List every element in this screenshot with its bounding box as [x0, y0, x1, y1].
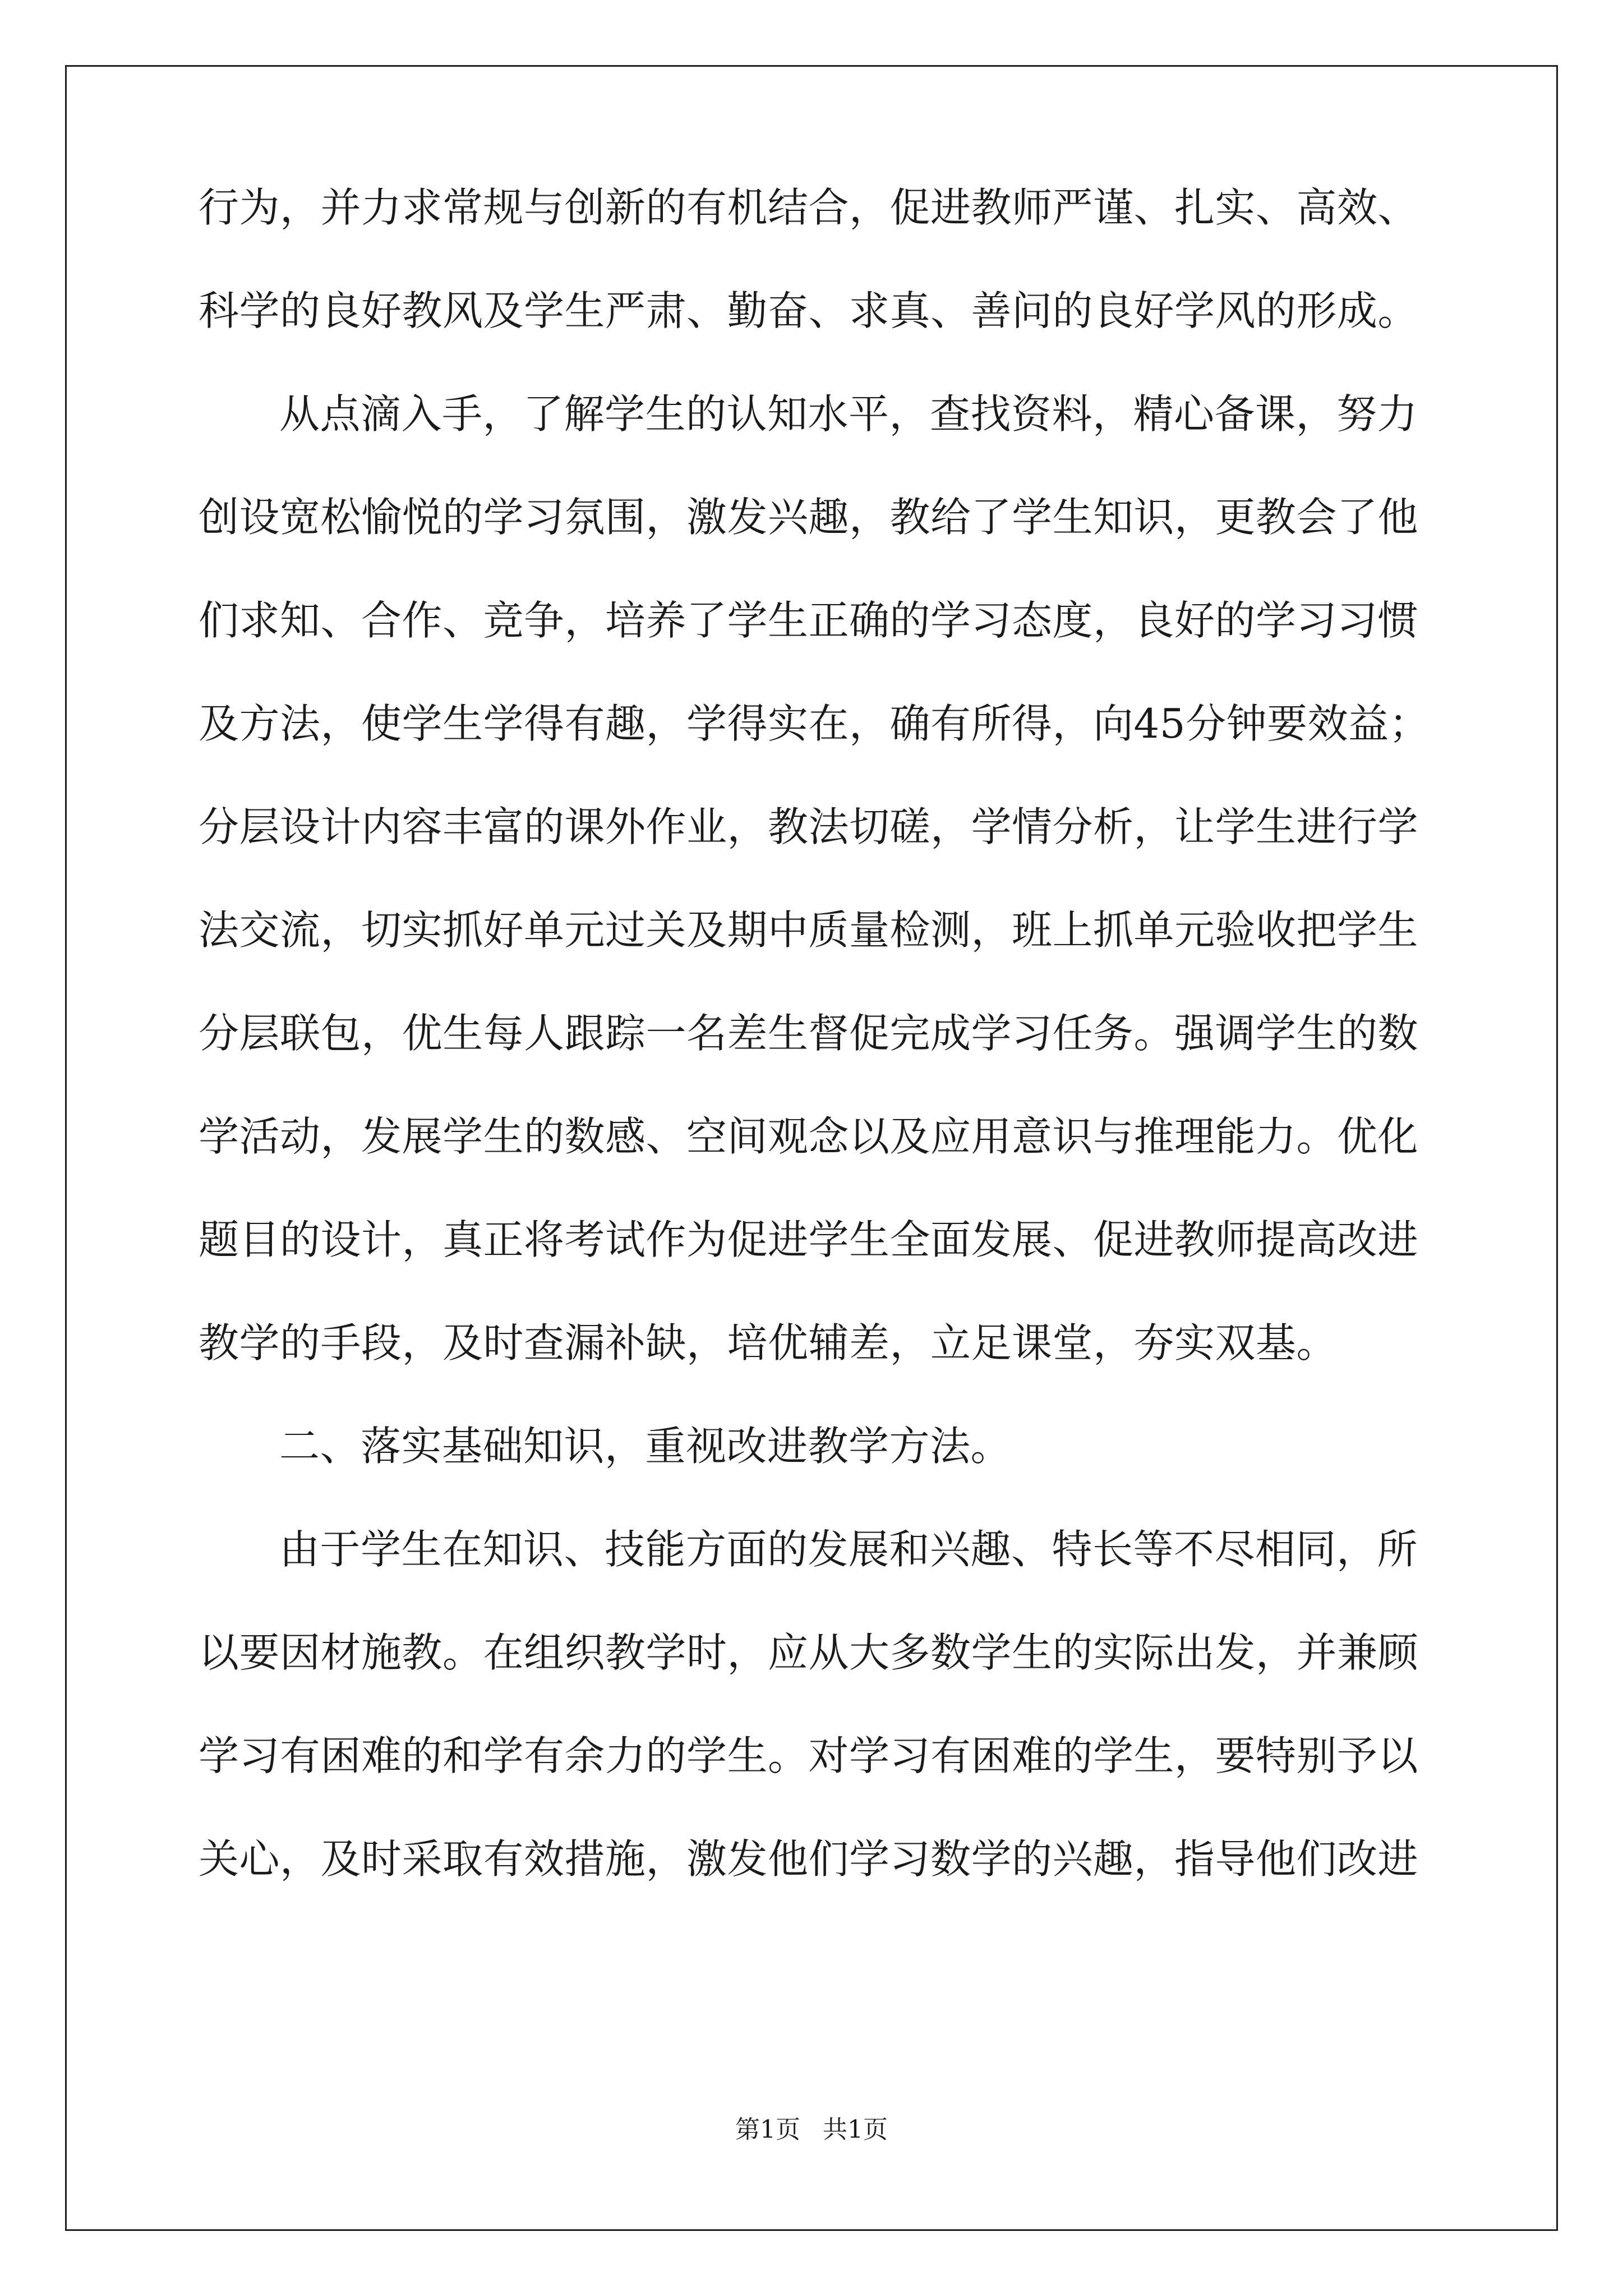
text-line: 法交流，切实抓好单元过关及期中质量检测，班上抓单元验收把学生 [199, 907, 1419, 954]
text-line: 学习有困难的和学有余力的学生。对学习有困难的学生，要特别予以 [199, 1732, 1419, 1779]
text-line: 分层设计内容丰富的课外作业，教法切磋，学情分析，让学生进行学 [199, 803, 1419, 850]
text-line: 关心，及时采取有效措施，激发他们学习数学的兴趣，指导他们改进 [199, 1835, 1419, 1883]
text-line: 题目的设计，真正将考试作为促进学生全面发展、促进教师提高改进 [199, 1216, 1419, 1263]
text-line: 分层联包，优生每人跟踪一名差生督促完成学习任务。强调学生的数 [199, 1010, 1419, 1057]
text-line: 以要因材施教。在组织教学时，应从大多数学生的实际出发，并兼顾 [199, 1629, 1419, 1676]
text-line: 教学的手段，及时查漏补缺，培优辅差，立足课堂，夯实双基。 [199, 1319, 1338, 1366]
text-line: 们求知、合作、竞争，培养了学生正确的学习态度，良好的学习习惯 [199, 597, 1419, 644]
page-footer [0, 2115, 1623, 2144]
text-line: 创设宽松愉悦的学习氛围，激发兴趣，教给了学生知识，更教会了他 [199, 494, 1419, 541]
page-number: 第1页 [735, 2115, 800, 2144]
text-line: 行为，并力求常规与创新的有机结合，促进教师严谨、扎实、高效、 [199, 184, 1419, 231]
text-line: 科学的良好教风及学生严肃、勤奋、求真、善问的良好学风的形成。 [199, 287, 1419, 334]
page-count: 共1页 [823, 2115, 888, 2144]
text-line: 学活动，发展学生的数感、空间观念以及应用意识与推理能力。优化 [199, 1113, 1419, 1160]
text-line: 及方法，使学生学得有趣，学得实在，确有所得，向45分钟要效益； [199, 700, 1430, 747]
section-heading: 二、落实基础知识，重视改进教学方法。 [279, 1423, 1012, 1470]
paragraph-start-line: 由于学生在知识、技能方面的发展和兴趣、特长等不尽相同，所 [279, 1526, 1418, 1573]
paragraph-start-line: 从点滴入手，了解学生的认知水平，查找资料，精心备课，努力 [279, 390, 1418, 438]
